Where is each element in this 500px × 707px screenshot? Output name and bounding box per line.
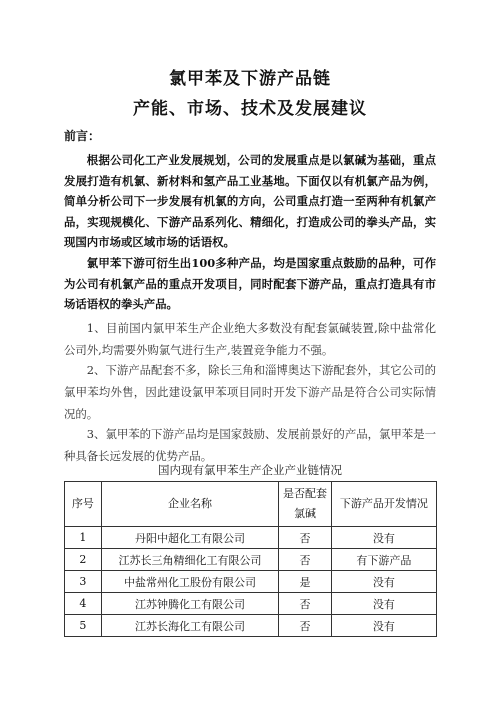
cell-index: 1 bbox=[65, 527, 102, 549]
cell-chlor-alkali: 否 bbox=[279, 527, 332, 549]
cell-downstream: 没有 bbox=[331, 615, 436, 637]
table-caption: 国内现有氯甲苯生产企业产业链情况 bbox=[158, 463, 342, 477]
table-row bbox=[65, 527, 437, 549]
cell-company: 中盐常州化工股份有限公司 bbox=[101, 571, 278, 593]
cell-company: 江苏长三角精细化工有限公司 bbox=[101, 549, 278, 571]
cell-chlor-alkali: 是 bbox=[279, 571, 332, 593]
paragraph-point-3: 3、氯甲苯的下游产品均是国家鼓励、发展前景好的产品，氯甲苯是一种具备长远发展的优势产品。 bbox=[64, 427, 436, 463]
paragraph-point-1: 1、目前国内氯甲苯生产企业绝大多数没有配套氯碱装置,除中盐常化公司外,均需要外购氯气进行生产,装置竞争能力不强。 bbox=[64, 321, 436, 357]
cell-downstream: 没有 bbox=[331, 527, 436, 549]
table-row bbox=[65, 549, 437, 571]
cell-downstream: 有下游产品 bbox=[331, 549, 436, 571]
cell-index: 4 bbox=[65, 593, 102, 615]
cell-company: 江苏长海化工有限公司 bbox=[101, 615, 278, 637]
table-row bbox=[65, 615, 437, 637]
cell-downstream: 没有 bbox=[331, 593, 436, 615]
header-chlor-alkali: 是否配套氯碱 bbox=[279, 482, 332, 527]
cell-index: 2 bbox=[65, 549, 102, 571]
paragraph-intro: 根据公司化工产业发展规划，公司的发展重点是以氯碱为基础，重点发展打造有机氯、新材料和氢产品工业基地。下面仅以有机氯产品为例，简单分析公司下一步发展有机氯的方向，公司重点打造一至两种有机氯产品，实现规模化、下游产品系列化、精细化，打造成公司的拳头产品，实现国内市场或区域市场的话语权。 bbox=[64, 153, 436, 249]
preface-label: 前言： bbox=[64, 129, 101, 143]
header-company: 企业名称 bbox=[101, 482, 278, 527]
cell-company: 丹阳中超化工有限公司 bbox=[101, 527, 278, 549]
table-row bbox=[65, 571, 437, 593]
cell-index: 3 bbox=[65, 571, 102, 593]
document-subtitle: 产能、市场、技术及发展建议 bbox=[133, 99, 367, 119]
cell-downstream: 没有 bbox=[331, 571, 436, 593]
enterprise-table bbox=[64, 481, 437, 637]
cell-chlor-alkali: 否 bbox=[279, 549, 332, 571]
cell-chlor-alkali: 否 bbox=[279, 593, 332, 615]
header-downstream: 下游产品开发情况 bbox=[331, 482, 436, 527]
paragraph-point-2: 2、下游产品配套不多，除长三角和淄博奥达下游配套外，其它公司的氯甲苯均外售，因此建设氯甲苯项目同时开发下游产品是符合公司实际情况的。 bbox=[64, 363, 436, 421]
table-header-row bbox=[65, 482, 437, 527]
document-title: 氯甲苯及下游产品链 bbox=[169, 69, 331, 89]
table-row bbox=[65, 593, 437, 615]
paragraph-downstream: 氯甲苯下游可衍生出100多种产品，均是国家重点鼓励的品种，可作为公司有机氯产品的重点开发项目，同时配套下游产品，重点打造具有市场话语权的拳头产品。 bbox=[64, 256, 436, 311]
cell-chlor-alkali: 否 bbox=[279, 615, 332, 637]
cell-index: 5 bbox=[65, 615, 102, 637]
header-index: 序号 bbox=[65, 482, 102, 527]
cell-company: 江苏钟腾化工有限公司 bbox=[101, 593, 278, 615]
